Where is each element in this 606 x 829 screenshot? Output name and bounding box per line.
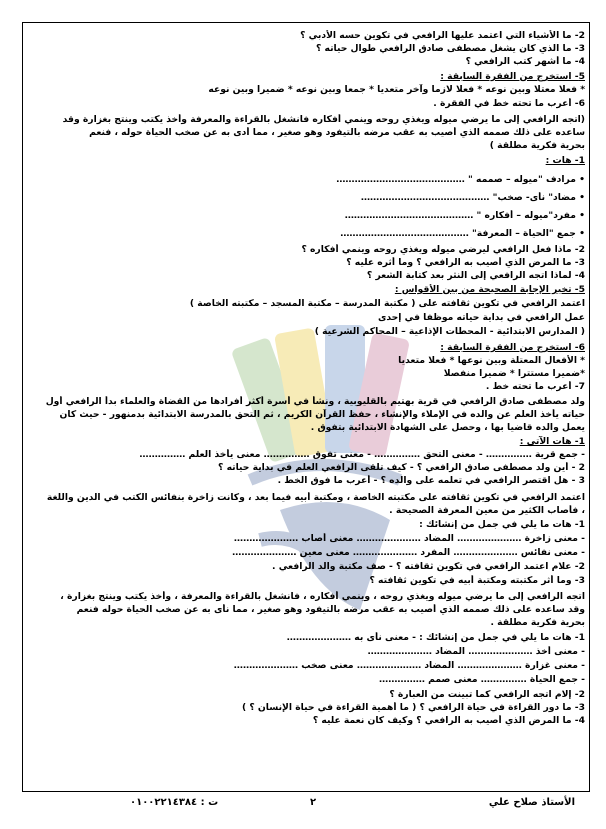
text-line: ، فأصاب الكثير من معين المعرفة الصحيحة . bbox=[389, 505, 585, 516]
text-line: 3- ما الذي كان يشغل مصطفى صادق الرافعي طوال حياته ؟ bbox=[315, 43, 585, 54]
text-line: 2 - أين ولد مصطفى صادق الرافعي ؟ - كيف تلقى الرافعي العلم في بداية حياته ؟ bbox=[218, 462, 585, 473]
text-line: - معنى نفائس ………………… المفرد ………………… معنى معين ………………… bbox=[232, 547, 585, 558]
text-line: 4- ما أشهر كتب الرافعي ؟ bbox=[465, 56, 585, 67]
phone-number: ت : ٠١٠٠٢٢١٤٣٨٤ bbox=[130, 797, 219, 808]
text-line: بحرية فكرية مطلقة ) bbox=[489, 140, 585, 151]
text-line: • مرادف "ميوله – صممه " …………………………………… bbox=[336, 174, 585, 185]
text-line: عمل الرافعي في بداية حياته موظفا في إحدى bbox=[377, 312, 585, 323]
text-line: 2- ماذا فعل الرافعي ليرضي ميوله ويغذي روحه وينمي أفكاره ؟ bbox=[301, 244, 585, 255]
text-line: وقد ساعده على ذلك صممه الذي أصيب به عقب مرضه بالتيفود وهو صغير ، مما نأى به عن صخب الحياة حوله فنعم bbox=[76, 604, 585, 615]
text-line: - جمع قرية …………… - معنى التحق …………… - معنى تفوق …………… معنى يأخذ العلم …………… bbox=[139, 449, 585, 460]
text-line: يعمل والده قاضيا بها ، وحصل على الشهادة الابتدائية بتفوق . bbox=[310, 422, 585, 433]
text-line: 2- علام اعتمد الرافعي في تكوين ثقافته ؟ - صف مكتبة والد الرافعي . bbox=[272, 561, 585, 572]
text-line: بحرية فكرية مطلقة . bbox=[490, 617, 585, 628]
text-line: 1- هات ما يلي في جمل من إنشائك : bbox=[419, 519, 585, 530]
text-line: 3- ما دور القراءة في حياة الرافعي ؟ ( ما أهمية القراءة في حياة الإنسان ؟ ) bbox=[242, 702, 585, 713]
text-line: - معنى غزارة ………………… المضاد ………………… معنى صخب ………………… bbox=[233, 660, 585, 671]
text-line: 6- أعرب ما تحته خط في الفقرة . bbox=[433, 98, 585, 109]
text-line: حياته يأخذ العلم عن والده في الإملاء والإنشاء ، حفظ القرآن الكريم ، ثم التحق بالمدرسة الابتدائية بدمنهور - حيث كان bbox=[59, 409, 585, 420]
text-line: * الأفعال المعتلة وبين نوعها * فعلا متعديا bbox=[398, 355, 585, 366]
text-line: 2- إلام اتجه الرافعي كما تبينت من العبارة ؟ bbox=[389, 689, 585, 700]
text-line: (اتجه الرافعي إلى ما يرضي ميوله ويغذي روحه وينمي أفكاره فانشغل بالقراءة والمعرفة وأخذ يكتب وينتج بغزارة وقد bbox=[62, 114, 585, 125]
text-line: * فعلا معتلا وبين نوعه * فعلا لازما وآخر متعديا * جمعا وبين نوعه * ضميرا وبين نوعه bbox=[208, 84, 585, 95]
text-line: - معنى زاخرة ………………… المضاد ………………… معنى أصاب ………………… bbox=[233, 533, 585, 544]
text-line: • جمع "الحياة – المعرفة" …………………………………… bbox=[340, 228, 585, 239]
text-line: ولد مصطفى صادق الرافعي في قرية بهتيم بالقليوبية ، ونشأ في أسرة أكثر أفرادها من القضاة والعلماء بدأ الرافعي أول bbox=[45, 396, 585, 407]
text-line: اتجه الرافعي إلى ما يرضي ميوله ويغذي روحه ، وينمي أفكاره ، فانشغل بالقراءة والمعرفة ، وأخذ يكتب وينتج بغزارة ، bbox=[60, 591, 585, 602]
text-line: - معنى أخذ ………………… المضاد ………………… bbox=[367, 646, 585, 657]
text-line: ( المدارس الابتدائية - المحطات الإذاعية – المحاكم الشرعية ) bbox=[314, 326, 585, 337]
page-footer bbox=[30, 797, 585, 811]
text-line: 7- أعرب ما تحته خط . bbox=[485, 381, 585, 392]
text-line: اعتمد الرافعي في تكوين ثقافته على مكتبته الخاصة ، ومكتبة أبيه فيما بعد ، وكانت زاخرة بنفائس الكتب في الدين واللغة bbox=[46, 492, 585, 503]
text-line: 1- هات الآتي : bbox=[519, 436, 585, 447]
text-line: 1- هات ما يلي في جمل من إنشائك : - معنى نأى به ………………… bbox=[286, 632, 585, 643]
text-line: 2- ما الأشياء التي اعتمد عليها الرافعي في تكوين حسه الأدبي ؟ bbox=[300, 30, 585, 41]
page-number: ٢ bbox=[310, 797, 317, 808]
text-line: - جمع الحياة …………… معنى صمم …………… bbox=[379, 674, 585, 685]
teacher-name: الأستاذ صلاح علي bbox=[488, 797, 575, 808]
text-line: *ضميرا مستترا * ضميرا منفصلا bbox=[443, 368, 585, 379]
text-line: اعتمد الرافعي في تكوين ثقافته على ( مكتبة المدرسة – مكتبة المسجد – مكتبته الخاصة ) bbox=[189, 298, 585, 309]
text-line: 1- هات : bbox=[545, 155, 585, 166]
text-line: 3- ما المرض الذي أصيب به الرافعي ؟ وما أثره عليه ؟ bbox=[346, 257, 585, 268]
text-line: 6- استخرج من الفقرة السابقة : bbox=[440, 342, 585, 353]
text-line: 4- لماذا اتجه الرافعي إلى النثر بعد كتابة الشعر ؟ bbox=[366, 270, 585, 281]
text-line: • مضاد" نأى- صخب" …………………………………… bbox=[360, 192, 585, 203]
text-line: 3 - هل اقتصر الرافعي في تعلمه على والده ؟ - أعرب ما فوق الخط . bbox=[277, 475, 585, 486]
text-line: 3- وما أثر مكتبته ومكتبة أبيه في تكوين ثقافته ؟ bbox=[369, 575, 585, 586]
text-line: ساعده على ذلك صممه الذي أصيب به عقب مرضه بالتيفود وهو صغير ، مما أدى به عن صخب الحياة حوله ، فنعم bbox=[89, 127, 585, 138]
text-line: • مفرد"ميوله – أفكاره " …………………………………… bbox=[344, 210, 585, 221]
text-line: 5- استخرج من الفقرة السابقة : bbox=[440, 71, 585, 82]
text-line: 4- ما المرض الذي أصيب به الرافعي ؟ وكيف كان نعمة عليه ؟ bbox=[312, 715, 585, 726]
text-line: 5- تخير الإجابة الصحيحة من بين الأقواس : bbox=[394, 284, 585, 295]
